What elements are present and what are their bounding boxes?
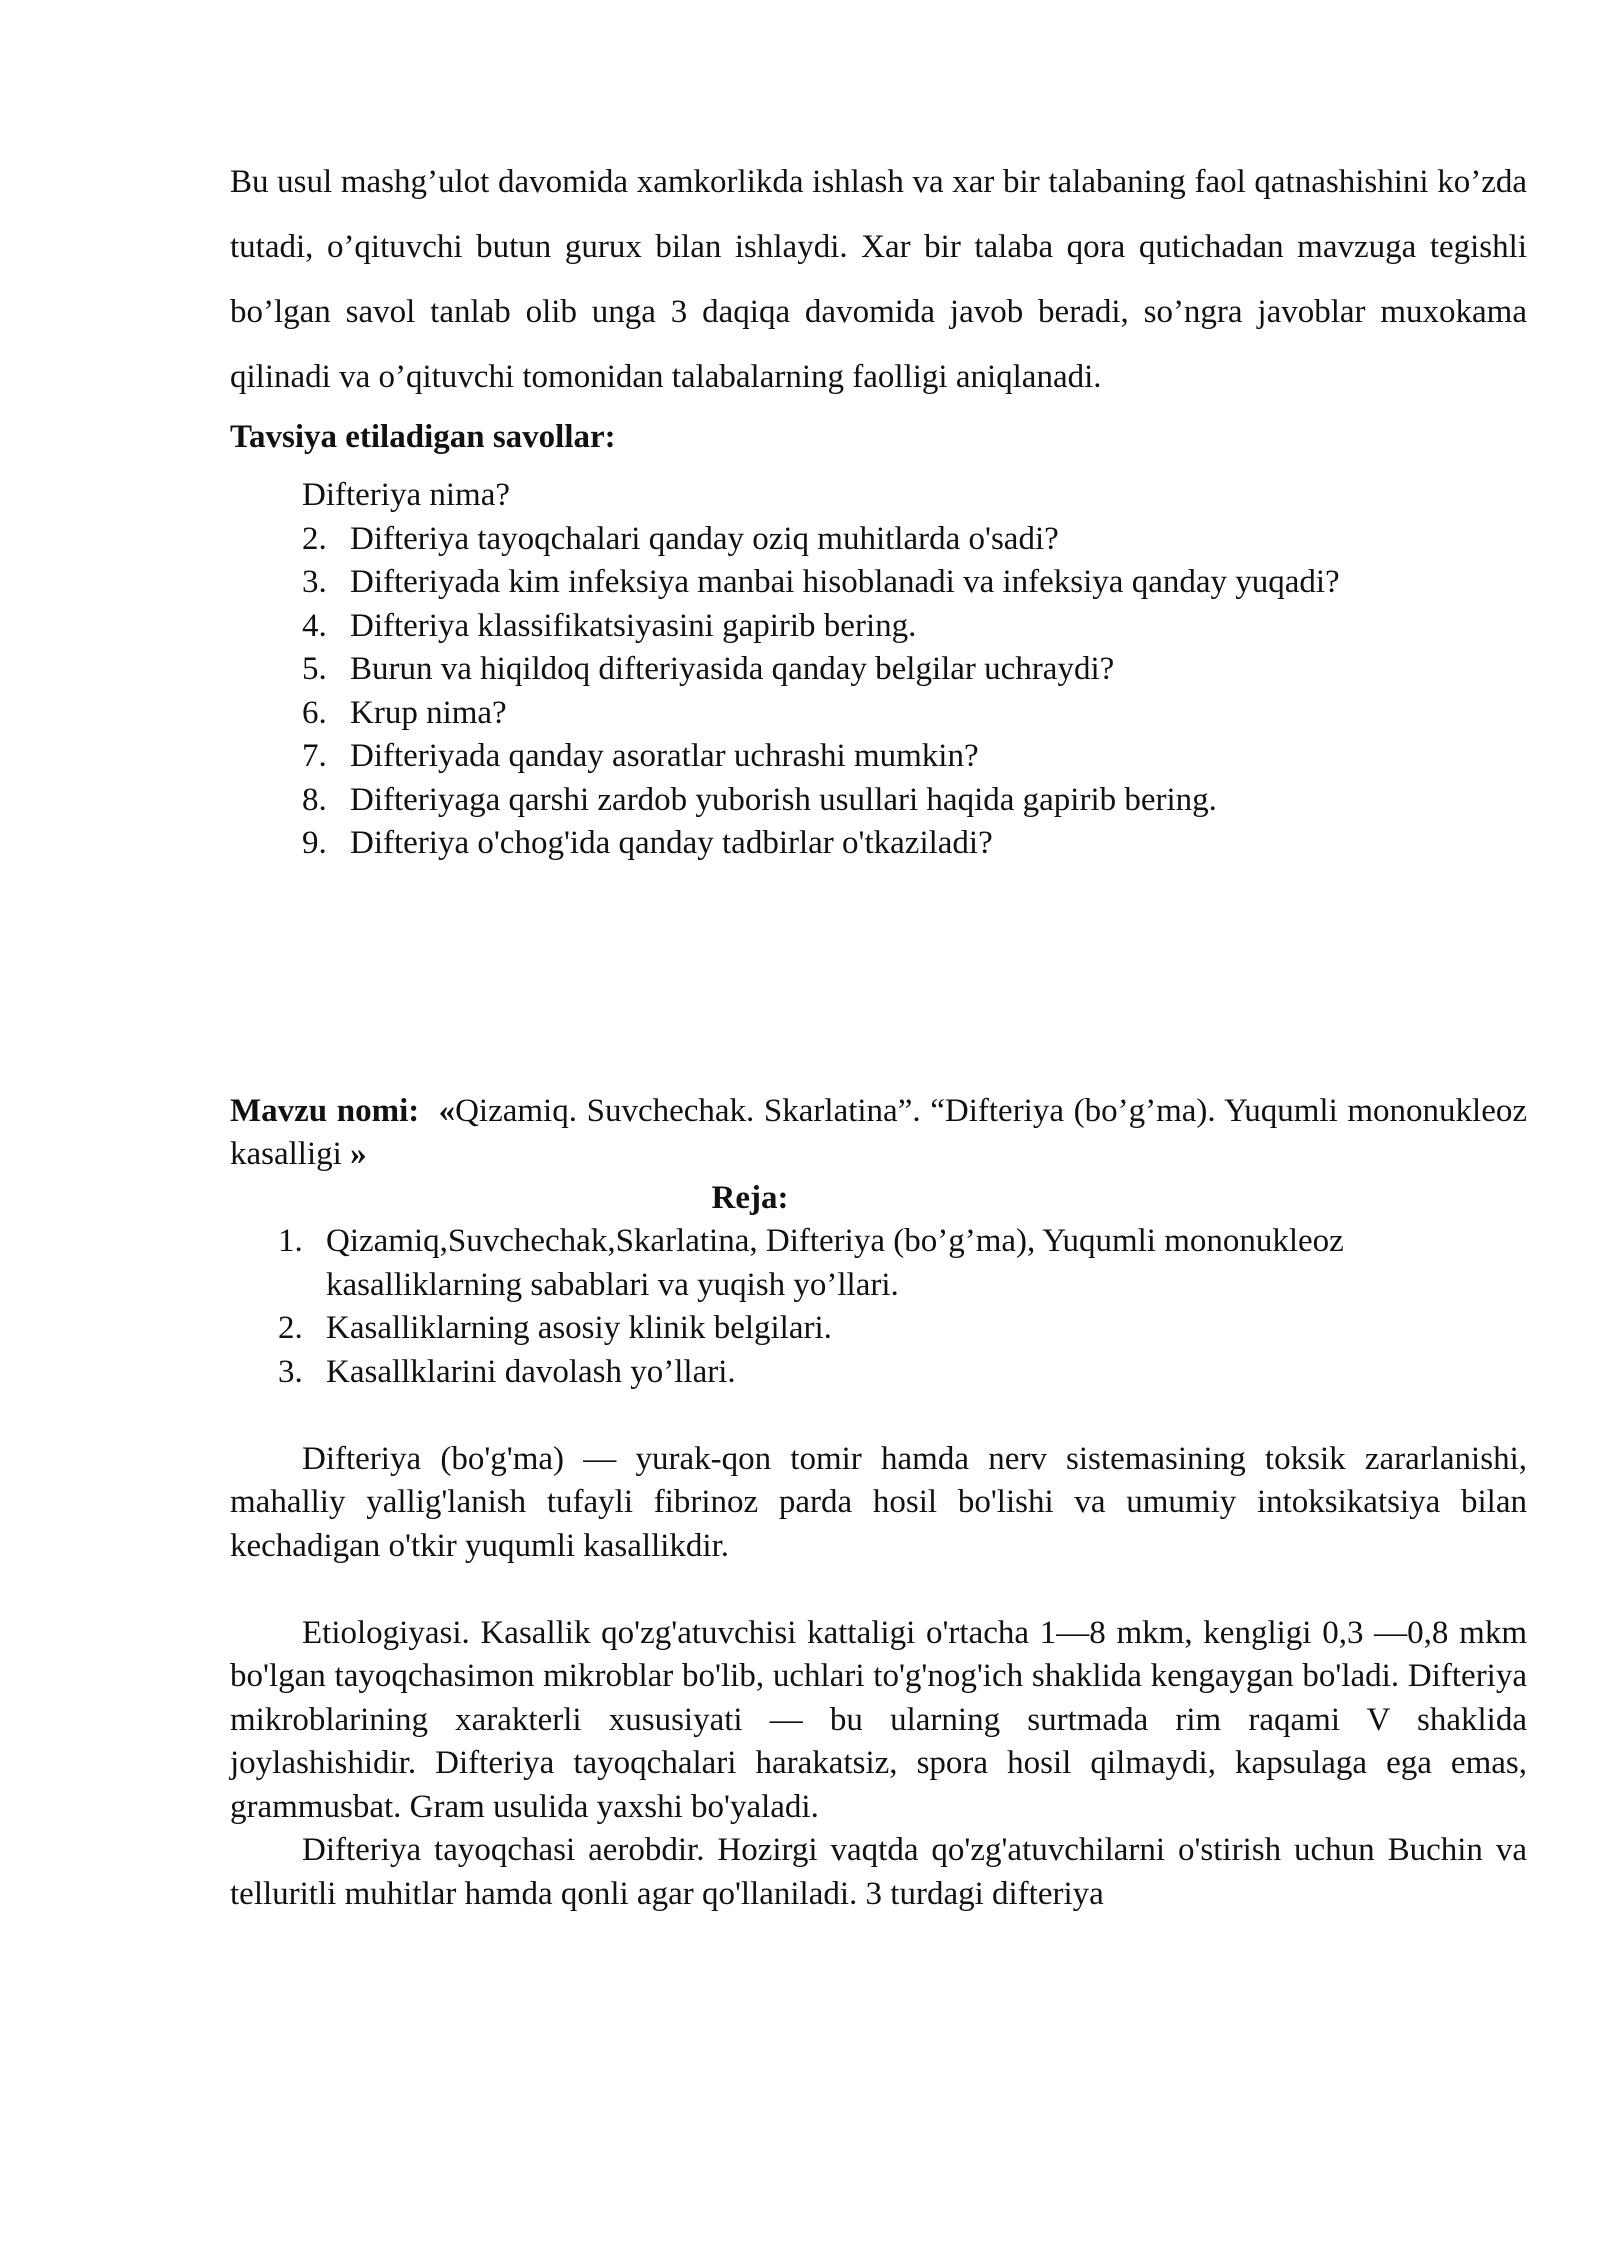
list-item	[302, 779, 1527, 823]
question-text: Krup nima?	[350, 694, 507, 731]
etiology-paragraph: Etiologiyasi. Kasallik qo'zg'atuvchisi kattaligi o'rtacha 1—8 mkm, kengligi 0,3 —0,8 mkm bo'lgan tayoqchasimon mikroblar bo'lib, uchlari to'g'nog'ich shaklida kengaygan bo'ladi. Difteriya mikroblarining xarakterli xususiyati — bu ularning surtmada rim raqami V shaklida joylashishidir. Difteriya tayoqchalari harakatsiz, spora hosil qilmaydi, kapsulaga ega emas, grammusbat. Gram usulida yaxshi bo'yaladi.	[230, 1614, 1527, 1825]
question-text: Difteriyaga qarshi zardob yuborish usullari haqida gapirib bering.	[350, 781, 1217, 818]
question-number: 4.	[302, 607, 327, 644]
question-text: Difteriya klassifikatsiyasini gapirib bering.	[350, 607, 917, 644]
list-item	[302, 692, 1527, 736]
plan-text: Kasalliklarning asosiy klinik belgilari.	[326, 1310, 832, 1346]
list-item	[302, 561, 1527, 605]
intro-paragraph: Bu usul mashg’ulot davomida xamkorlikda ishlash va xar bir talabaning faol qatnashishini ko’zda tutadi, o’qituvchi butun gurux bilan ishlaydi. Xar bir talaba qora qutichadan mavzuga tegishli bo’lgan savol tanlab olib unga 3 daqiqa davomida javob beradi, so’ngra javoblar muxokama qilinadi va o’qituvchi tomonidan talabalarning faolligi aniqlanadi.	[230, 164, 1527, 395]
question-number: 9.	[302, 825, 327, 861]
question-number: 6.	[302, 694, 327, 731]
list-item	[302, 605, 1527, 649]
list-item	[278, 1307, 1527, 1351]
plan-number: 2.	[278, 1310, 303, 1346]
question-number: 2.	[302, 520, 327, 557]
list-item	[302, 822, 1527, 866]
list-item	[302, 474, 1527, 518]
question-text: Difteriya o'chog'ida qanday tadbirlar o'tkaziladi?	[350, 825, 993, 861]
document-page	[230, 150, 1527, 1916]
questions-heading: Tavsiya etiladigan savollar:	[230, 419, 616, 455]
list-item	[302, 518, 1527, 562]
plan-number: 3.	[278, 1353, 303, 1390]
topic-close-quote: »	[350, 1136, 367, 1172]
question-text: Difteriyada kim infeksiya manbai hisoblanadi va infeksiya qanday yuqadi?	[350, 564, 1340, 600]
list-item	[302, 648, 1527, 692]
question-number: 3.	[302, 564, 327, 600]
question-number: 8.	[302, 781, 327, 818]
question-text: Difteriya tayoqchalari qanday oziq muhitlarda o'sadi?	[350, 520, 1059, 557]
list-item	[278, 1351, 1527, 1395]
plan-text: Kasallklarini davolash yo’llari.	[326, 1353, 736, 1390]
spacer	[230, 1568, 1527, 1612]
plan-heading: Reja:	[711, 1179, 789, 1216]
aerobic-paragraph: Difteriya tayoqchasi aerobdir. Hozirgi vaqtda qo'zg'atuvchilarni o'stirish uchun Buchin va telluritli muhitlar hamda qonli agar qo'llaniladi. 3 turdagi difteriya	[230, 1832, 1527, 1912]
question-text: Difteriya nima?	[302, 477, 510, 513]
plan-text: Qizamiq,Suvchechak,Skarlatina, Difteriya (bo’g’ma), Yuqumli mononukleoz kasalliklarning sabablari va yuqish yo’llari.	[326, 1223, 1344, 1303]
topic-text: Qizamiq. Suvchechak. Skarlatina”. “Difteriya (bo’g’ma). Yuqumli mononukleoz kasalligi	[230, 1092, 1528, 1172]
definition-paragraph: Difteriya (bo'g'ma) — yurak-qon tomir hamda nerv sistemasining toksik zararlanishi, mahalliy yallig'lanish tufayli fibrinoz parda hosil bo'lishi va umumiy intoksikatsiya bilan kechadigan o'tkir yuqumli kasallikdir.	[230, 1440, 1527, 1564]
question-text: Difteriyada qanday asoratlar uchrashi mumkin?	[350, 738, 979, 774]
spacer	[230, 1394, 1527, 1438]
topic-title	[230, 1090, 1527, 1177]
topic-open-quote: «	[438, 1092, 456, 1129]
topic-label: Mavzu nomi:	[230, 1092, 420, 1129]
list-item	[302, 735, 1527, 779]
plan-number: 1.	[278, 1223, 303, 1259]
question-number: 5.	[302, 651, 327, 687]
question-number: 7.	[302, 738, 327, 774]
list-item	[278, 1220, 1527, 1307]
questions-list	[230, 474, 1527, 866]
plan-list	[230, 1220, 1527, 1394]
question-text: Burun va hiqildoq difteriyasida qanday belgilar uchraydi?	[350, 651, 1115, 687]
